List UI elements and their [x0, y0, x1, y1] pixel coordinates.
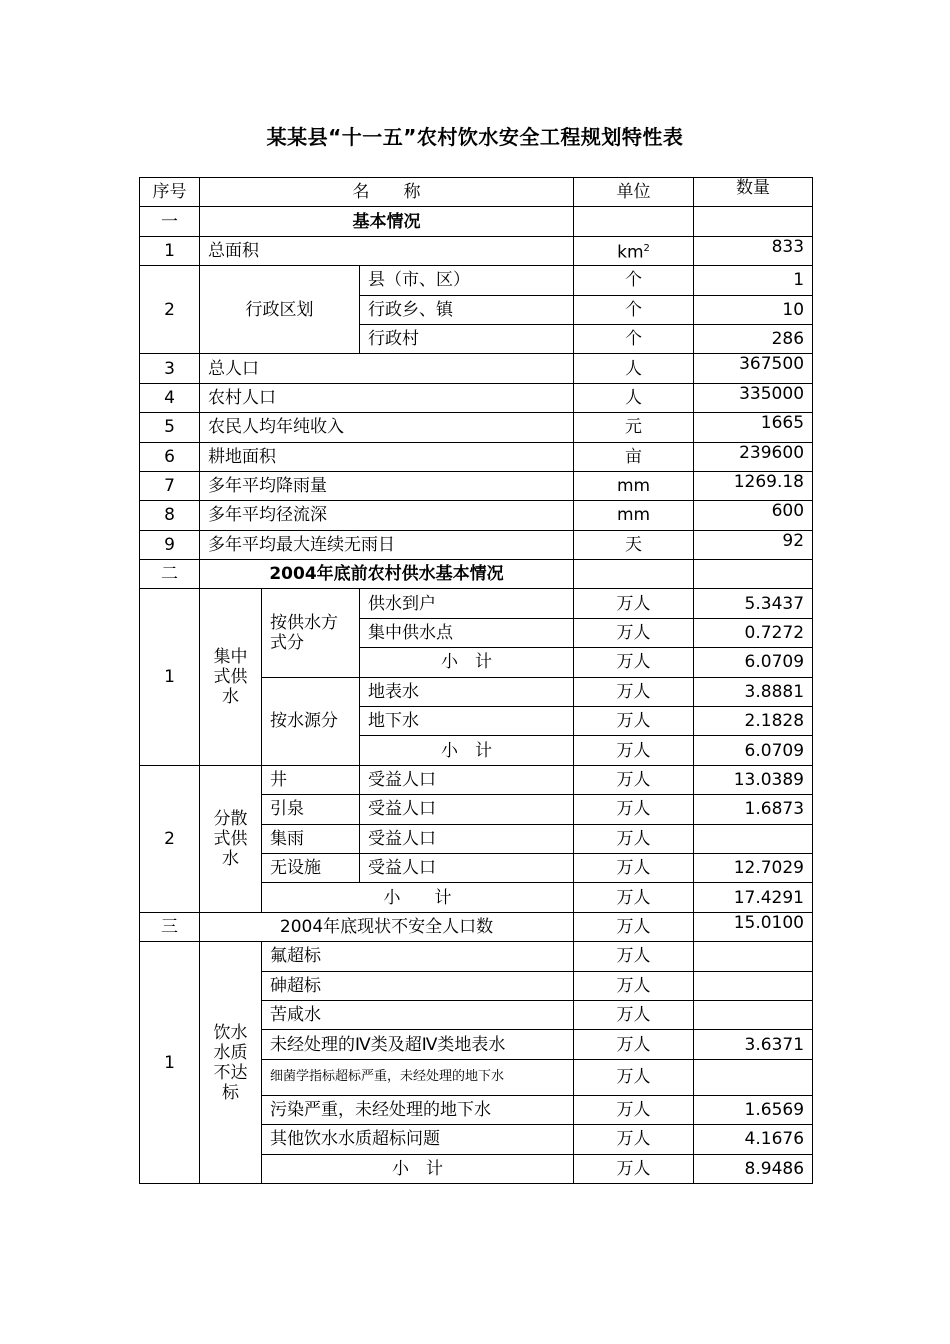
- table-row: 集雨 受益人口 万人: [140, 824, 813, 853]
- table-row: 按水源分 地表水 万人 3.8881: [140, 677, 813, 706]
- unit-cell: $km^2$: [574, 236, 694, 265]
- table-header-row: [140, 178, 813, 207]
- section-seq: 二: [140, 560, 200, 589]
- group-label: 分散式供水: [200, 765, 262, 912]
- section-label: 基本情况: [200, 207, 574, 236]
- group-label: 饮水水质不达标: [200, 942, 262, 1184]
- page-title: 某某县“十一五”农村饮水安全工程规划特性表: [266, 125, 684, 149]
- table-row: 8 多年平均径流深 mm 600: [140, 501, 813, 530]
- header-unit: 单位: [574, 178, 694, 207]
- table-row: 5 农民人均年纯收入 元 1665: [140, 413, 813, 442]
- table-row: 集中供水点 万人 0.7272: [140, 618, 813, 647]
- subgroup-label: 按供水方式分: [262, 589, 360, 677]
- table-row: 细菌学指标超标严重，未经处理的地下水 万人: [140, 1059, 813, 1095]
- section-label: 2004年底现状不安全人口数: [200, 912, 574, 941]
- subtotal-row: 小 计 万人 6.0709: [140, 736, 813, 765]
- spec-table: [139, 177, 813, 1184]
- header-seq: 序号: [140, 178, 200, 207]
- table-row: 2 分散式供水 井 受益人口 万人 13.0389: [140, 765, 813, 794]
- subtotal-row: 小 计 万人 8.9486: [140, 1154, 813, 1183]
- table-row: 1 集中式供水 按供水方式分 供水到户 万人 5.3437: [140, 589, 813, 618]
- section-seq: 三: [140, 912, 200, 941]
- table-row: 1 饮水水质不达标 氟超标 万人: [140, 942, 813, 971]
- header-qty: 数量: [694, 178, 813, 207]
- subgroup-label: 按水源分: [262, 677, 360, 765]
- table-row: 砷超标 万人: [140, 971, 813, 1000]
- table-row: 1 总面积 $km^2$ 833: [140, 236, 813, 265]
- table-row: 其他饮水水质超标问题 万人 4.1676: [140, 1125, 813, 1154]
- table-row: 无设施 受益人口 万人 12.7029: [140, 853, 813, 882]
- header-name: 名 称: [200, 178, 574, 207]
- group-label: 集中式供水: [200, 589, 262, 765]
- table-row: 行政乡、镇 个 10: [140, 295, 813, 324]
- table-row: 7 多年平均降雨量 mm 1269.18: [140, 471, 813, 500]
- table-row: 6 耕地面积 亩 239600: [140, 442, 813, 471]
- table-row: 地下水 万人 2.1828: [140, 707, 813, 736]
- table-row: 未经处理的Ⅳ类及超Ⅳ类地表水 万人 3.6371: [140, 1030, 813, 1059]
- subtotal-row: 小 计 万人 17.4291: [140, 883, 813, 912]
- table-row: 污染严重，未经处理的地下水 万人 1.6569: [140, 1095, 813, 1124]
- subtotal-row: 小 计 万人 6.0709: [140, 648, 813, 677]
- section-row: [140, 207, 813, 236]
- table-row: 3 总人口 人 367500: [140, 354, 813, 383]
- table-row: 苦咸水 万人: [140, 1000, 813, 1029]
- table-row: 9 多年平均最大连续无雨日 天 92: [140, 530, 813, 559]
- group-label: 行政区划: [200, 266, 360, 354]
- table-row: 行政村 个 286: [140, 324, 813, 353]
- table-row: 引泉 受益人口 万人 1.6873: [140, 795, 813, 824]
- section-row: 三 2004年底现状不安全人口数 万人 15.0100: [140, 912, 813, 941]
- section-label: 2004年底前农村供水基本情况: [200, 560, 574, 589]
- section-row: [140, 560, 813, 589]
- table-row: 4 农村人口 人 335000: [140, 383, 813, 412]
- table-row: 2 行政区划 县（市、区） 个 1: [140, 266, 813, 295]
- section-seq: 一: [140, 207, 200, 236]
